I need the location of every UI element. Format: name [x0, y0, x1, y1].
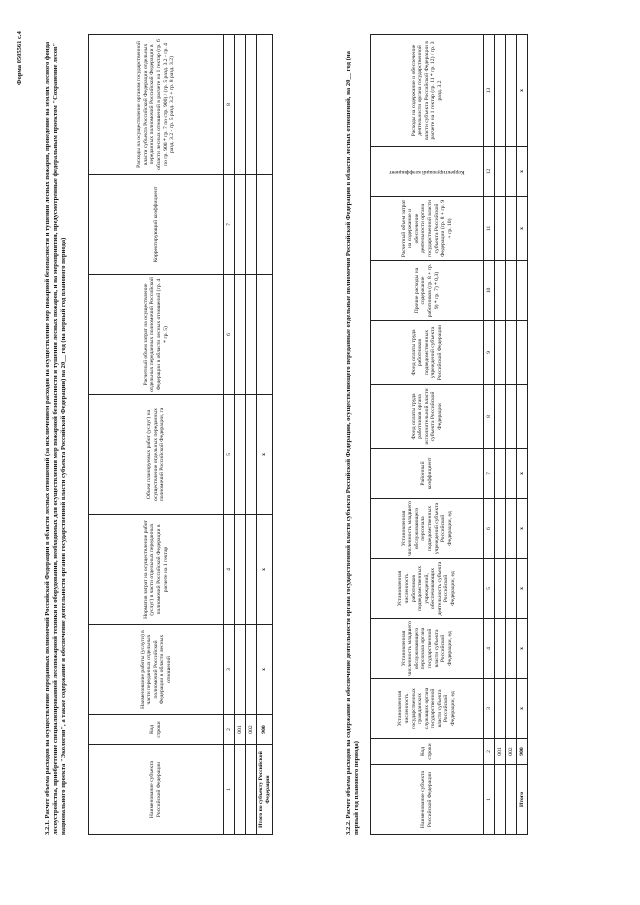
- t2-colnum: 5: [484, 559, 495, 619]
- t1-colnum: 8: [224, 35, 235, 175]
- t1-cell: x: [257, 395, 273, 515]
- table-row-total: [517, 35, 528, 835]
- t2-cell[interactable]: [506, 261, 517, 321]
- t2-cell[interactable]: [495, 147, 506, 197]
- table-row: [506, 35, 517, 835]
- t1-colnum: 2: [224, 715, 235, 745]
- t1-cell[interactable]: [257, 275, 273, 395]
- t2-cell[interactable]: [506, 385, 517, 449]
- t2-cell: x: [517, 679, 528, 739]
- t2-colnum: 10: [484, 261, 495, 321]
- t2-cell[interactable]: [517, 385, 528, 449]
- t2-cell[interactable]: [506, 35, 517, 147]
- t2-cell[interactable]: [495, 35, 506, 147]
- t1-header-5: Объем планируемых работ (услуг) на осуществление отдельных переданных полномочий Российской Федерации, га: [89, 395, 224, 515]
- t1-header-7: Корректирующий коэффициент: [89, 175, 224, 275]
- t1-cell-code: 001: [235, 715, 246, 745]
- t2-cell[interactable]: [495, 679, 506, 739]
- t1-cell[interactable]: [246, 35, 257, 175]
- t1-cell[interactable]: [246, 625, 257, 715]
- t2-header-8: Фонд оплаты труда работников органа исполнительной власти субъекта Российской Федерации: [371, 385, 484, 449]
- t2-cell[interactable]: [495, 321, 506, 385]
- section-title-3-2-2: 3.2.2. Расчет объема расходов на содержание и обеспечение деятельности органа государственной власти субъекта Российской Федерации, осуществляющего переданные отдельные полномочия Российской Федерации в области лесных отношений, на 20__ год (на первый год планового периода): [345, 51, 361, 835]
- t2-cell: x: [517, 449, 528, 499]
- t2-colnum: 4: [484, 619, 495, 679]
- t2-header-9: Фонд оплаты труда работников подведомственных учреждений субъекта Российской Федерации: [371, 321, 484, 385]
- table-row-total: [257, 35, 273, 835]
- t2-header-7: Районный коэффициент: [371, 449, 484, 499]
- t2-cell: x: [517, 35, 528, 147]
- form-label: Форма 0505561 с.4: [16, 31, 23, 85]
- t2-cell-name[interactable]: [506, 765, 517, 835]
- t1-header-8: Расходы на осуществление органом государственной власти субъекта Российской Федерации отдельных переданных полномочий Российской Федерации в области лесных отношений в расчете на 1 гектар (гр. 6 по гр. 900 * гр. 7 по стр. 900) / (гр. 5 разд. 3.2 - гр. 4 разд. 3.2 - гр. 5 разд. 3.2 + гр. 8 разд. 3.2): [89, 35, 224, 175]
- section-title-3-2-1: 3.2.1. Расчет объема расходов на осуществление переданных полномочий Российской Федерации в области лесных отношений (за исключением расходов на осуществление мер пожарной безопасности и тушения лесных пожаров, проведение на землях лесного фонда лесоустройства, приобретение специализированной лесопожарной техники и оборудования, необходимых для осуществления мер пожарной безопасности и тушения лесных пожаров, и на мероприятия, предусмотренные федеральным проектом "Сохранение лесов" национального проекта "Экология", а также содержание и обеспечение деятельности органов государственной власти субъекта Российской Федерации) на 20__ год (на первый год планового периода): [44, 41, 68, 835]
- t2-cell-name[interactable]: [495, 765, 506, 835]
- t1-colnum: 5: [224, 395, 235, 515]
- table-row: [235, 35, 246, 835]
- t1-cell-name[interactable]: [235, 745, 246, 835]
- t2-cell[interactable]: [495, 499, 506, 559]
- t2-cell[interactable]: [506, 619, 517, 679]
- t1-cell[interactable]: [246, 515, 257, 625]
- t2-colnum: 9: [484, 321, 495, 385]
- t1-cell-code: 002: [246, 715, 257, 745]
- t2-cell[interactable]: [506, 147, 517, 197]
- t2-cell: x: [517, 197, 528, 261]
- t2-cell[interactable]: [506, 449, 517, 499]
- t1-colnum: 6: [224, 275, 235, 395]
- t2-cell[interactable]: [495, 559, 506, 619]
- t2-header-13: Расходы на содержание и обеспечение деятельности органа государственной власти субъекта Российской Федерации в расчете на 1 гектар (гр. 11 * гр. 12) / гр. 3 разд. 3.2: [371, 35, 484, 147]
- t1-header-2: Код строки: [89, 715, 224, 745]
- t2-header-4: Установленная численность младшего обслуживающего персонала органа государственной власти субъекта Российской Федерации, ед: [371, 619, 484, 679]
- table-row: [246, 35, 257, 835]
- t2-cell[interactable]: [495, 197, 506, 261]
- t1-header-6: Расчетный объем затрат на осуществление отдельных переданных полномочий Российской Федерации в области лесных отношений (гр. 4 * гр. 5): [89, 275, 224, 395]
- t2-cell[interactable]: [517, 261, 528, 321]
- t1-cell-code: 900: [257, 715, 273, 745]
- t1-cell[interactable]: [246, 275, 257, 395]
- t2-cell[interactable]: [495, 261, 506, 321]
- t2-cell-code: 002: [506, 739, 517, 765]
- t1-header-4: Норматив затрат на осуществление работ (услуг) в части отдельных переданных полномочий Российской Федерации в расчете на 1 гектар: [89, 515, 224, 625]
- t2-cell: x: [517, 499, 528, 559]
- t2-colnum: 2: [484, 739, 495, 765]
- t1-cell[interactable]: [257, 35, 273, 175]
- t2-cell: x: [517, 559, 528, 619]
- t1-header-1: Наименование субъекта Российской Федерации: [89, 745, 224, 835]
- t2-header-10: Прочие расходы на содержание работников (гр. 8 + гр. 9) * гр. 7) * 0,3): [371, 261, 484, 321]
- t2-cell[interactable]: [495, 385, 506, 449]
- t2-cell[interactable]: [506, 321, 517, 385]
- t1-header-3: Наименование работы (услуги) в части переданных отдельных полномочий Российской Федерации в области лесных отношений: [89, 625, 224, 715]
- t1-cell[interactable]: [235, 625, 246, 715]
- t1-colnum: 7: [224, 175, 235, 275]
- table-row: [495, 35, 506, 835]
- t2-header-11: Расчетный объем затрат на содержание и обеспечение деятельности органа государственной власти субъекта Российской Федерации (гр. 8 + гр. 9 + гр. 10): [371, 197, 484, 261]
- t1-cell[interactable]: [235, 35, 246, 175]
- t1-cell[interactable]: [246, 395, 257, 515]
- t2-colnum: 7: [484, 449, 495, 499]
- t2-header-6: Установленная численность младшего обслуживающего персонала подведомственных учреждений субъекта Российской Федерации, ед: [371, 499, 484, 559]
- t2-header-3: Установленная численность государственных гражданских служащих органа государственной власти субъекта Российской Федерации, ед: [371, 679, 484, 739]
- t1-colnum: 4: [224, 515, 235, 625]
- t1-cell[interactable]: [235, 175, 246, 275]
- t2-header-12: [371, 147, 484, 197]
- table-3-2-1: [88, 34, 273, 835]
- t2-header-5: Установленная численность работников подведомственных учреждений, обеспечивающих деятельность субъекта Российской Федерации, ед: [371, 559, 484, 619]
- t1-cell: x: [257, 625, 273, 715]
- t2-header-2: Код строки: [371, 739, 484, 765]
- t2-cell-code: 900: [517, 739, 528, 765]
- t2-cell[interactable]: [517, 321, 528, 385]
- t2-colnum: 3: [484, 679, 495, 739]
- t1-cell[interactable]: [246, 175, 257, 275]
- t1-cell: x: [257, 515, 273, 625]
- t1-colnum: 3: [224, 625, 235, 715]
- t2-header-12-text: Корректирующий коэффициент: [389, 168, 465, 175]
- t1-cell[interactable]: [235, 395, 246, 515]
- t2-cell-name: Итого: [517, 765, 528, 835]
- table-3-2-2: [370, 34, 528, 835]
- t1-cell-name: Итого по субъекту Российской Федерации: [257, 745, 273, 835]
- t2-colnum: 13: [484, 35, 495, 147]
- t1-cell[interactable]: [235, 275, 246, 395]
- t2-cell: x: [517, 147, 528, 197]
- t2-colnum: 6: [484, 499, 495, 559]
- t2-cell[interactable]: [495, 619, 506, 679]
- t2-cell[interactable]: [506, 679, 517, 739]
- t2-cell[interactable]: [506, 559, 517, 619]
- t1-cell[interactable]: [235, 515, 246, 625]
- t2-header-1: Наименование субъекта Российской Федерации: [371, 765, 484, 835]
- t1-colnum: 1: [224, 745, 235, 835]
- t2-cell[interactable]: [506, 499, 517, 559]
- t2-cell[interactable]: [506, 197, 517, 261]
- t2-cell: x: [517, 619, 528, 679]
- t2-colnum: 1: [484, 765, 495, 835]
- t2-cell-code: 001: [495, 739, 506, 765]
- t1-cell[interactable]: [257, 175, 273, 275]
- t2-colnum: 11: [484, 197, 495, 261]
- t2-colnum: 8: [484, 385, 495, 449]
- t1-cell-name[interactable]: [246, 745, 257, 835]
- t2-colnum: 12: [484, 147, 495, 197]
- t2-cell[interactable]: [495, 449, 506, 499]
